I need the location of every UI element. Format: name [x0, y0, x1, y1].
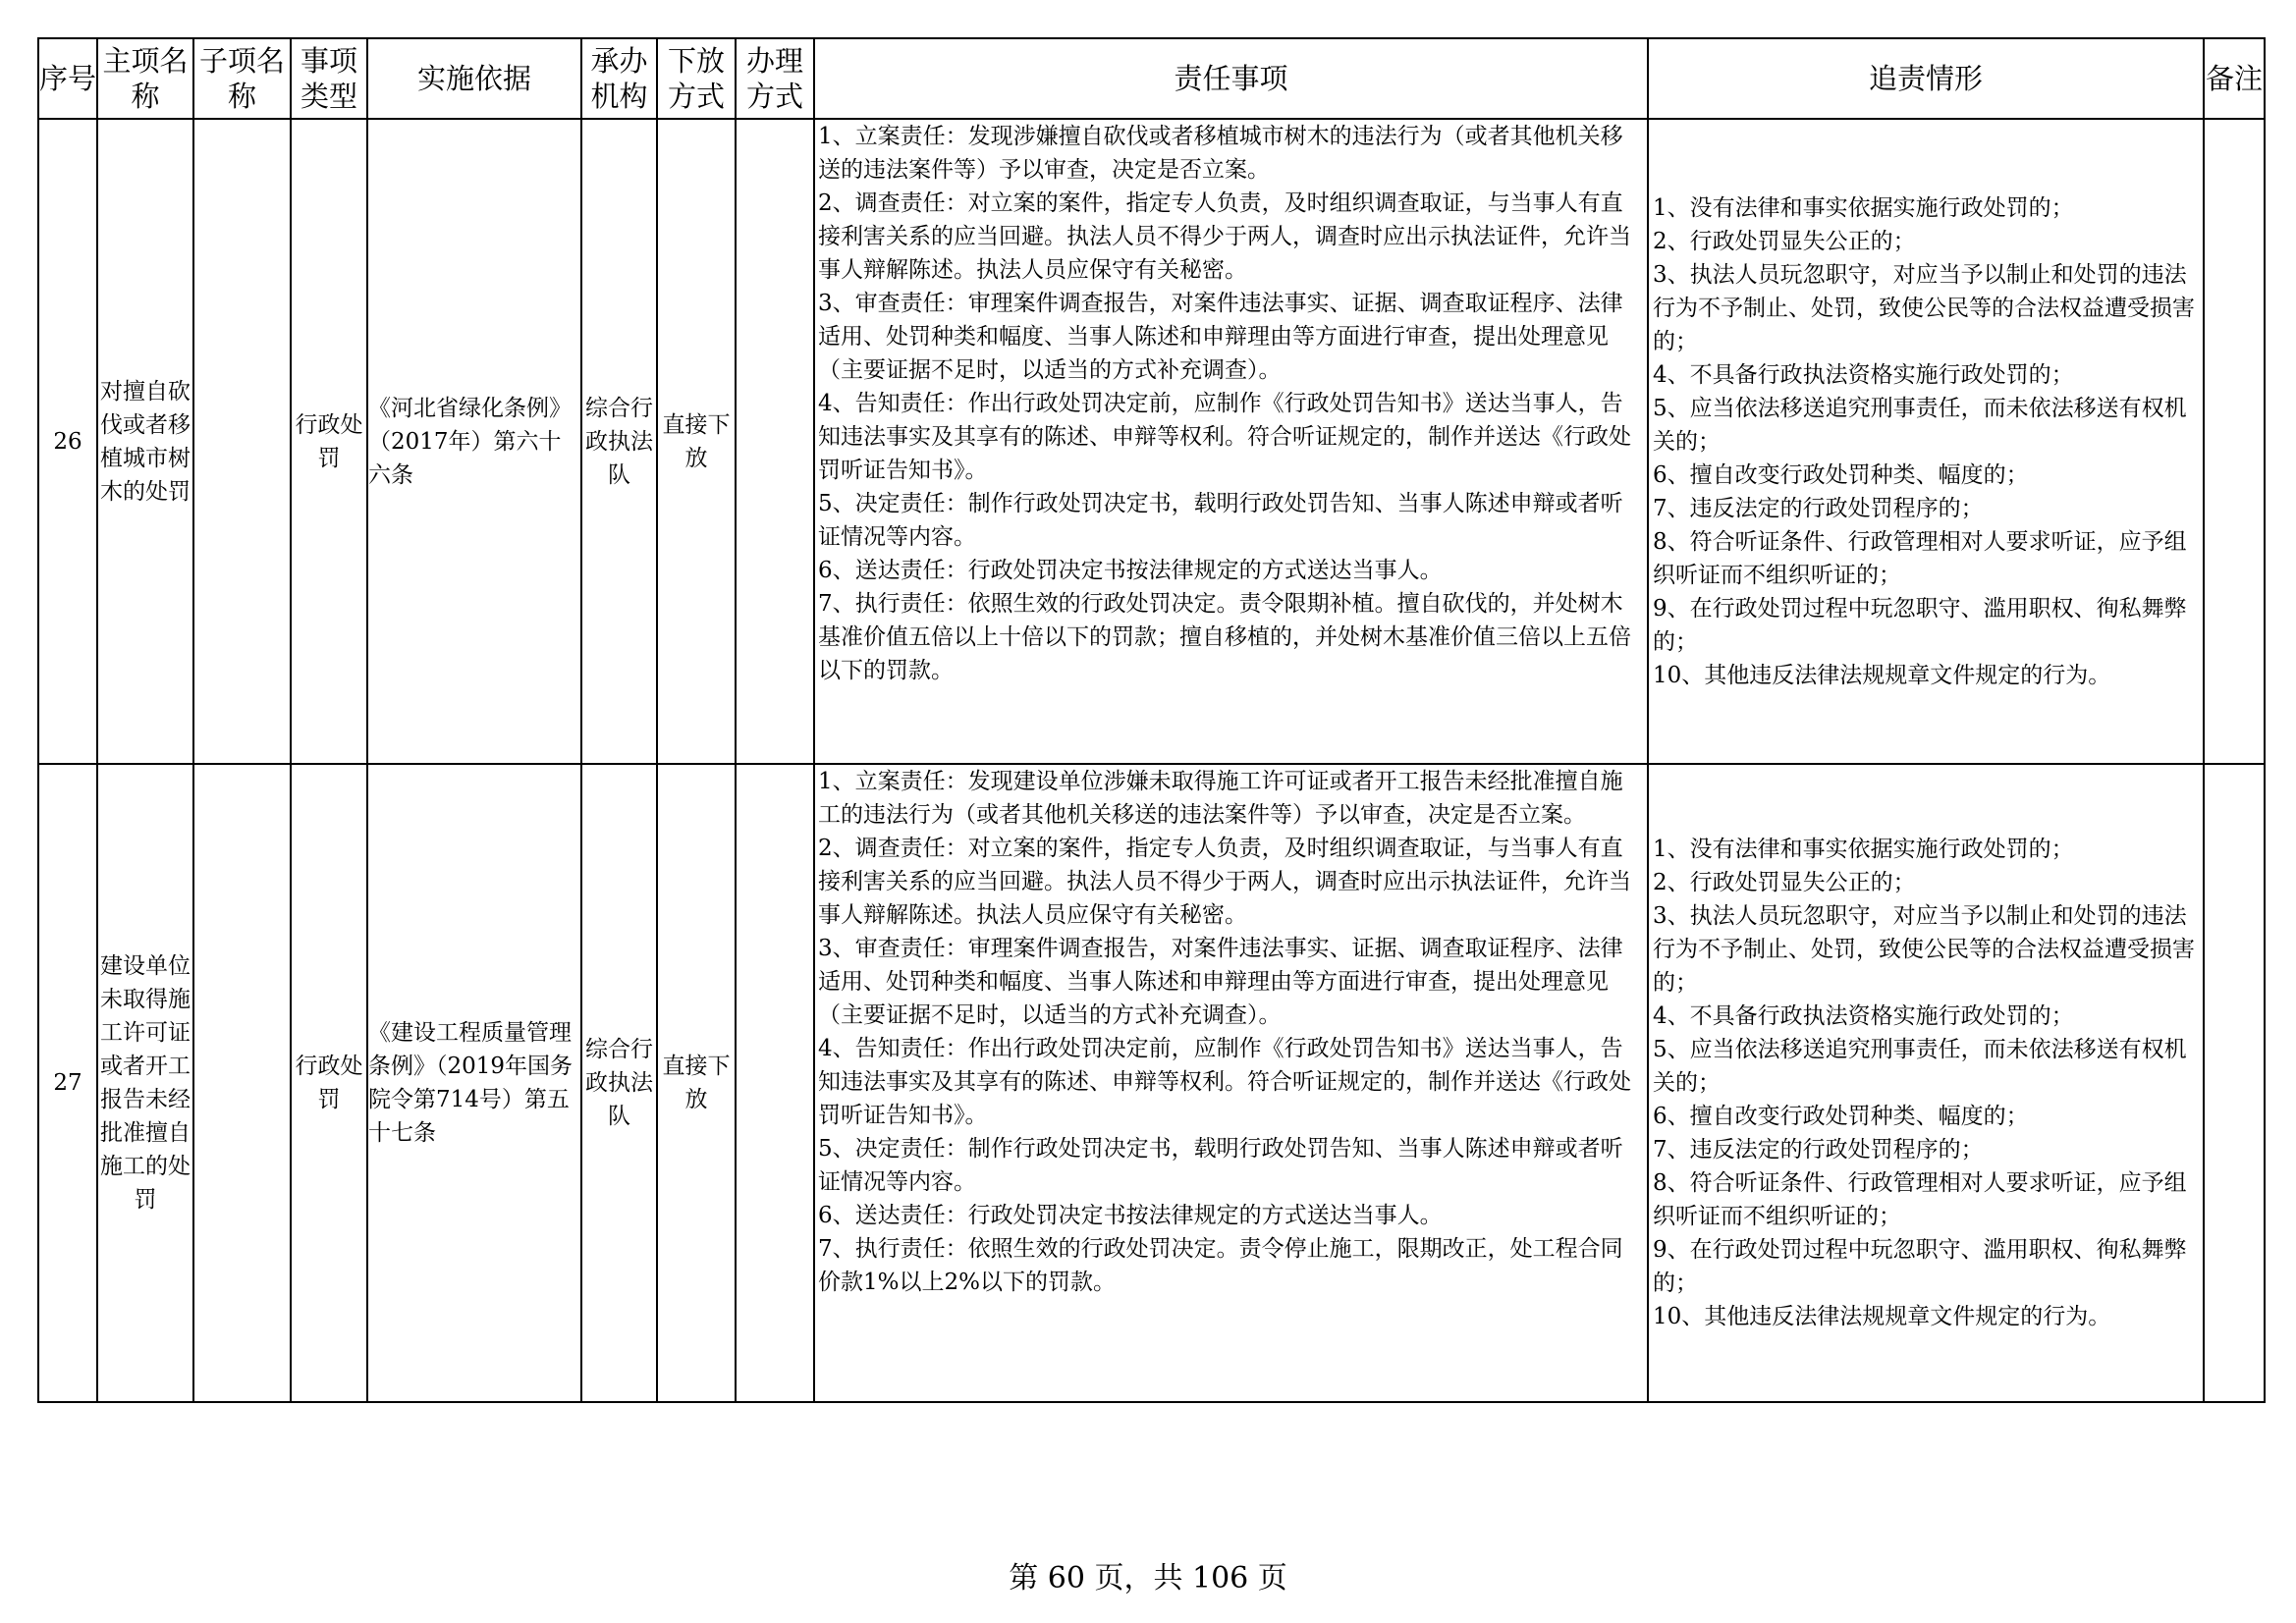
duty-item: 4、告知责任：作出行政处罚决定前，应制作《行政处罚告知书》送达当事人，告知违法事实及其享有的陈述、申辩等权利。符合听证规定的，制作并送达《行政处罚听证告知书》。: [818, 1036, 1631, 1128]
accountability-item: 8、符合听证条件、行政管理相对人要求听证，应予组织听证而不组织听证的；: [1653, 528, 2187, 588]
cell-handling: [736, 764, 814, 1402]
header-accountability: 追责情形: [1648, 38, 2204, 119]
cell-accountability: [1648, 119, 2204, 764]
accountability-item: 2、行政处罚显失公正的；: [1653, 870, 1916, 895]
accountability-item: 10、其他违反法律法规规章文件规定的行为。: [1653, 662, 2111, 688]
cell-handling: [736, 119, 814, 764]
cell-accountability: [1648, 764, 2204, 1402]
header-duties: 责任事项: [814, 38, 1648, 119]
duty-item: 2、调查责任：对立案的案件，指定专人负责，及时组织调查取证，与当事人有直接利害关系的应当回避。执法人员不得少于两人，调查时应出示执法证件，允许当事人辩解陈述。执法人员应保守有关秘密。: [818, 836, 1631, 928]
header-item-type: 事项类型: [291, 38, 367, 119]
header-remarks: 备注: [2204, 38, 2265, 119]
cell-agency: 综合行政执法队: [581, 764, 657, 1402]
accountability-item: 1、没有法律和事实依据实施行政处罚的；: [1653, 194, 2074, 221]
duty-item: 7、执行责任：依照生效的行政处罚决定。责令限期补植。擅自砍伐的，并处树木基准价值五倍以上十倍以下的罚款；擅自移植的，并处树木基准价值三倍以上五倍以下的罚款。: [818, 591, 1631, 683]
header-delegation: 下放方式: [657, 38, 736, 119]
responsibility-table: [37, 37, 2266, 1403]
accountability-item: 4、不具备行政执法资格实施行政处罚的；: [1653, 361, 2074, 388]
cell-agency: 综合行政执法队: [581, 119, 657, 764]
duty-item: 6、送达责任：行政处罚决定书按法律规定的方式送达当事人。: [818, 1203, 1443, 1228]
accountability-item: 8、符合听证条件、行政管理相对人要求听证，应予组织听证而不组织听证的；: [1653, 1170, 2187, 1229]
cell-remarks: [2204, 764, 2265, 1402]
duty-item: 5、决定责任：制作行政处罚决定书，载明行政处罚告知、当事人陈述申辩或者听证情况等内容。: [818, 1136, 1623, 1195]
accountability-item: 1、没有法律和事实依据实施行政处罚的；: [1653, 837, 2074, 862]
accountability-item: 4、不具备行政执法资格实施行政处罚的；: [1653, 1003, 2074, 1029]
table-row: [38, 764, 2265, 1402]
accountability-item: 5、应当依法移送追究刑事责任，而未依法移送有权机关的；: [1653, 395, 2187, 455]
header-agency: 承办机构: [581, 38, 657, 119]
duty-item: 2、调查责任：对立案的案件，指定专人负责，及时组织调查取证，与当事人有直接利害关系的应当回避。执法人员不得少于两人，调查时应出示执法证件，允许当事人辩解陈述。执法人员应保守有关秘密。: [818, 190, 1631, 283]
duty-item: 1、立案责任：发现建设单位涉嫌未取得施工许可证或者开工报告未经批准擅自施工的违法行为（或者其他机关移送的违法案件等）予以审查，决定是否立案。: [818, 769, 1623, 828]
header-handling: 办理方式: [736, 38, 814, 119]
cell-main-item: 对擅自砍伐或者移植城市树木的处罚: [97, 119, 193, 764]
cell-main-item: 建设单位未取得施工许可证或者开工报告未经批准擅自施工的处罚: [97, 764, 193, 1402]
header-main-item: 主项名称: [97, 38, 193, 119]
cell-remarks: [2204, 119, 2265, 764]
accountability-item: 5、应当依法移送追究刑事责任，而未依法移送有权机关的；: [1653, 1037, 2187, 1096]
accountability-item: 9、在行政处罚过程中玩忽职守、滥用职权、徇私舞弊的；: [1653, 595, 2187, 655]
cell-basis: 《建设工程质量管理条例》（2019年国务院令第714号）第五十七条: [367, 764, 581, 1402]
accountability-item: 6、擅自改变行政处罚种类、幅度的；: [1653, 461, 2029, 488]
accountability-item: 7、违反法定的行政处罚程序的；: [1653, 1137, 1984, 1163]
duty-item: 1、立案责任：发现涉嫌擅自砍伐或者移植城市树木的违法行为（或者其他机关移送的违法案件等）予以审查，决定是否立案。: [818, 124, 1623, 183]
cell-delegation: 直接下放: [657, 764, 736, 1402]
accountability-item: 6、擅自改变行政处罚种类、幅度的；: [1653, 1104, 2029, 1129]
header-basis: 实施依据: [367, 38, 581, 119]
duty-item: 5、决定责任：制作行政处罚决定书，载明行政处罚告知、当事人陈述申辩或者听证情况等内容。: [818, 491, 1623, 550]
cell-item-type: 行政处罚: [291, 119, 367, 764]
accountability-item: 9、在行政处罚过程中玩忽职守、滥用职权、徇私舞弊的；: [1653, 1237, 2187, 1296]
cell-sub-item: [193, 764, 291, 1402]
header-row: [38, 38, 2265, 119]
cell-delegation: 直接下放: [657, 119, 736, 764]
duty-item: 3、审查责任：审理案件调查报告，对案件违法事实、证据、调查取证程序、法律适用、处罚种类和幅度、当事人陈述和申辩理由等方面进行审查，提出处理意见（主要证据不足时，以适当的方式补充调查）。: [818, 291, 1623, 383]
cell-duties: [814, 764, 1648, 1402]
cell-duties: [814, 119, 1648, 764]
accountability-item: 7、违反法定的行政处罚程序的；: [1653, 495, 1984, 521]
accountability-item: 3、执法人员玩忽职守，对应当予以制止和处罚的违法行为不予制止、处罚，致使公民等的合法权益遭受损害的；: [1653, 903, 2195, 996]
cell-seq: 26: [38, 119, 97, 764]
accountability-item: 2、行政处罚显失公正的；: [1653, 228, 1916, 254]
cell-item-type: 行政处罚: [291, 764, 367, 1402]
duty-item: 6、送达责任：行政处罚决定书按法律规定的方式送达当事人。: [818, 558, 1443, 583]
cell-basis: 《河北省绿化条例》（2017年）第六十六条: [367, 119, 581, 764]
duty-item: 4、告知责任：作出行政处罚决定前，应制作《行政处罚告知书》送达当事人，告知违法事实及其享有的陈述、申辩等权利。符合听证规定的，制作并送达《行政处罚听证告知书》。: [818, 391, 1631, 483]
table-row: [38, 119, 2265, 764]
duty-item: 3、审查责任：审理案件调查报告，对案件违法事实、证据、调查取证程序、法律适用、处罚种类和幅度、当事人陈述和申辩理由等方面进行审查，提出处理意见（主要证据不足时，以适当的方式补充调查）。: [818, 936, 1623, 1028]
duty-item: 7、执行责任：依照生效的行政处罚决定。责令停止施工，限期改正，处工程合同价款1%以上2%以下的罚款。: [818, 1236, 1623, 1295]
accountability-item: 3、执法人员玩忽职守，对应当予以制止和处罚的违法行为不予制止、处罚，致使公民等的合法权益遭受损害的；: [1653, 261, 2195, 354]
header-seq: 序号: [38, 38, 97, 119]
cell-seq: 27: [38, 764, 97, 1402]
cell-sub-item: [193, 119, 291, 764]
page-number: 第 60 页，共 106 页: [1009, 1561, 1287, 1596]
header-sub-item: 子项名称: [193, 38, 291, 119]
accountability-item: 10、其他违反法律法规规章文件规定的行为。: [1653, 1304, 2111, 1329]
